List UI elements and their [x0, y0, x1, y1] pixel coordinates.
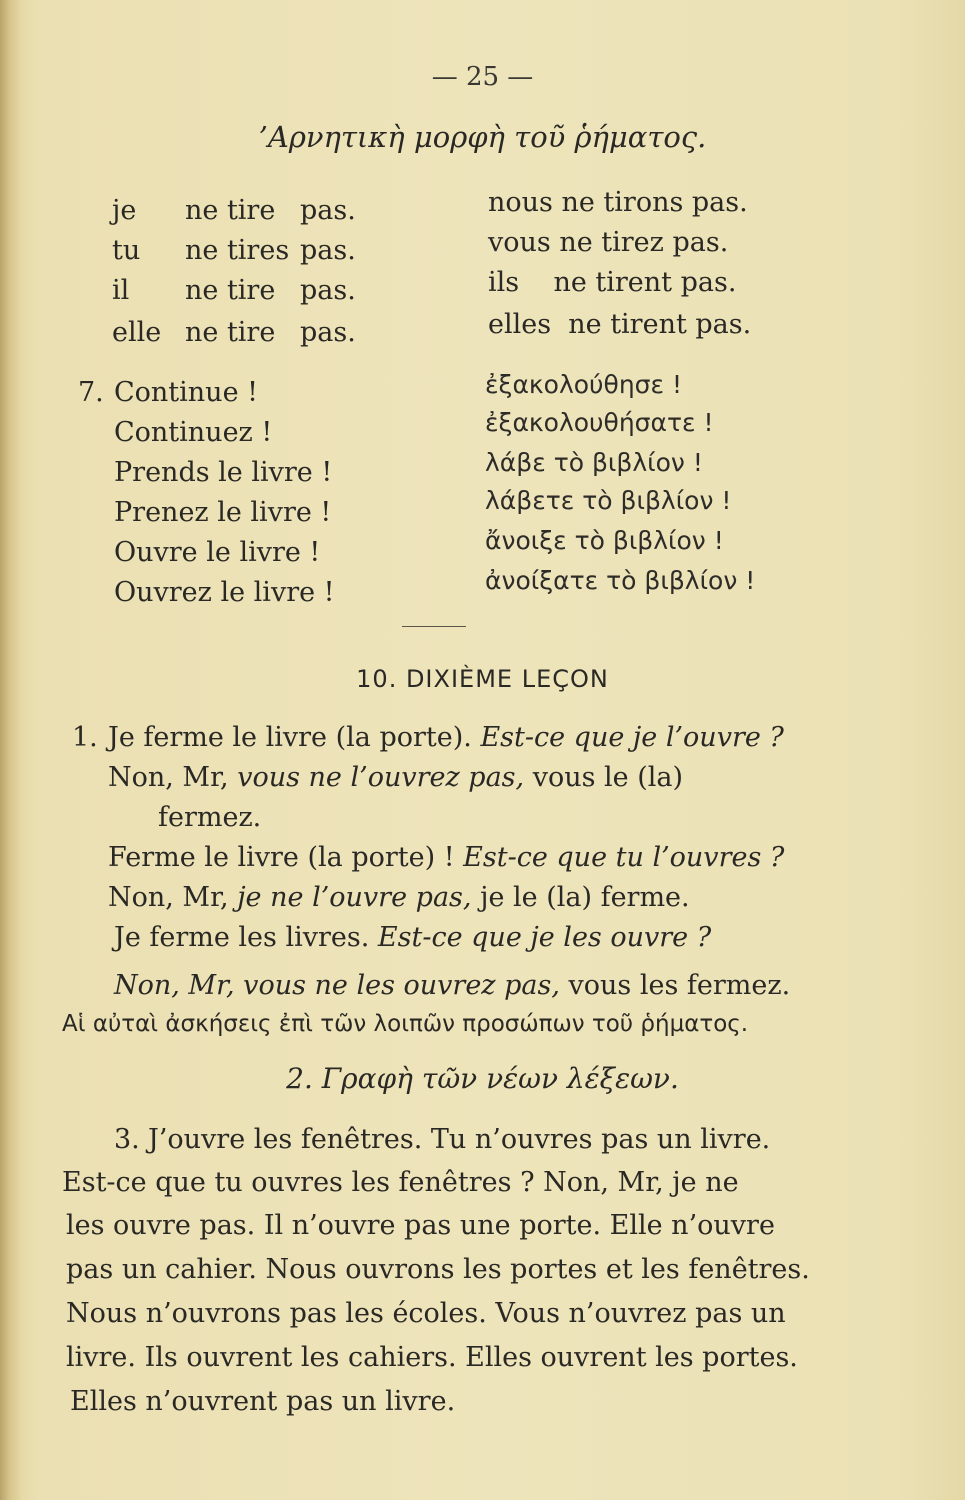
- text-line: [108, 718, 784, 758]
- text-line: pas un cahier. Nous ouvrons les portes et les fenêtres.: [66, 1254, 810, 1285]
- page-number: — 25 —: [431, 62, 534, 92]
- french-imperative: Continuez !: [114, 417, 273, 448]
- plural-cell: nous ne tirons pas.: [488, 187, 748, 218]
- text-run: Non, Mr,: [108, 762, 238, 793]
- plural-cell: elles ne tirent pas.: [488, 309, 752, 340]
- lesson-title: 10. DIXIÈME LEÇON: [356, 665, 609, 693]
- greek-imperative: ἄνοιξε τὸ βιβλίον !: [485, 526, 724, 555]
- text-line: [114, 918, 711, 958]
- greek-heading: ’Αρνητικὴ μορφὴ τοῦ ῥήματος.: [258, 120, 707, 154]
- text-run: Je ferme les livres.: [114, 922, 378, 953]
- italic-text-run: Est-ce que tu l’ouvres ?: [463, 842, 785, 873]
- exercise-number: 3.: [114, 1124, 140, 1155]
- pronoun-cell: je: [112, 195, 137, 226]
- text-line: les ouvre pas. Il n’ouvre pas une porte. Elle n’ouvre: [66, 1210, 775, 1241]
- text-run: vous les fermez.: [559, 970, 791, 1001]
- verb-cell: ne tire: [185, 275, 276, 306]
- verb-cell: ne tires: [185, 235, 290, 266]
- section-divider: [402, 626, 466, 627]
- text-line: [108, 838, 784, 878]
- negation-cell: pas.: [300, 195, 356, 226]
- text-run: vous le (la): [524, 762, 684, 793]
- italic-text-run: je ne l’ouvre pas,: [237, 882, 472, 913]
- greek-note: Αἱ αὐταὶ ἀσκήσεις ἐπὶ τῶν λοιπῶν προσώπων τοῦ ῥήματος.: [62, 1011, 749, 1037]
- italic-text-run: vous ne l’ouvrez pas,: [237, 762, 525, 793]
- text-line: [108, 878, 690, 918]
- italic-text-run: Non, Mr, vous ne les ouvrez pas,: [114, 970, 560, 1001]
- text-line: [114, 966, 790, 1006]
- text-run: Ferme le livre (la porte) !: [108, 842, 464, 873]
- french-imperative: Prenez le livre !: [114, 497, 332, 528]
- italic-text-run: Est-ce que je l’ouvre ?: [480, 722, 784, 753]
- italic-text-run: Est-ce que je les ouvre ?: [377, 922, 712, 953]
- text-line: [108, 758, 683, 798]
- text-line: J’ouvre les fenêtres. Tu n’ouvres pas un livre.: [148, 1124, 771, 1155]
- text-run: Non, Mr,: [108, 882, 238, 913]
- text-run: Je ferme le livre (la porte).: [108, 722, 481, 753]
- negation-cell: pas.: [300, 235, 356, 266]
- greek-imperative: λάβε τὸ βιβλίον !: [485, 448, 703, 477]
- french-imperative: Prends le livre !: [114, 457, 333, 488]
- negation-cell: pas.: [300, 275, 356, 306]
- section-2-title: 2. Γραφὴ τῶν νέων λέξεων.: [286, 1062, 679, 1095]
- verb-cell: ne tire: [185, 317, 276, 348]
- exercise-number: 7.: [78, 377, 104, 408]
- text-line: Elles n’ouvrent pas un livre.: [70, 1386, 456, 1417]
- exercise-number: 1.: [72, 722, 98, 753]
- text-run: je le (la) ferme.: [471, 882, 690, 913]
- pronoun-cell: elle: [112, 317, 162, 348]
- text-line: livre. Ils ouvrent les cahiers. Elles ouvrent les portes.: [66, 1342, 798, 1373]
- pronoun-cell: tu: [112, 235, 141, 266]
- plural-cell: vous ne tirez pas.: [488, 227, 729, 258]
- plural-cell: ils ne tirent pas.: [488, 267, 737, 298]
- french-imperative: Continue !: [114, 377, 258, 408]
- negation-cell: pas.: [300, 317, 356, 348]
- text-line: fermez.: [158, 802, 262, 833]
- french-imperative: Ouvrez le livre !: [114, 577, 335, 608]
- greek-imperative: λάβετε τὸ βιβλίον !: [485, 486, 732, 515]
- pronoun-cell: il: [112, 275, 130, 306]
- page-binding-edge: [0, 0, 22, 1500]
- text-line: Est-ce que tu ouvres les fenêtres ? Non, Mr, je ne: [62, 1167, 739, 1198]
- greek-imperative: ἐξακολούθησε !: [485, 370, 682, 399]
- greek-imperative: ἐξακολουθήσατε !: [485, 408, 714, 437]
- verb-cell: ne tire: [185, 195, 276, 226]
- french-imperative: Ouvre le livre !: [114, 537, 321, 568]
- text-line: Nous n’ouvrons pas les écoles. Vous n’ouvrez pas un: [66, 1298, 786, 1329]
- greek-imperative: ἀνοίξατε τὸ βιβλίον !: [485, 566, 756, 595]
